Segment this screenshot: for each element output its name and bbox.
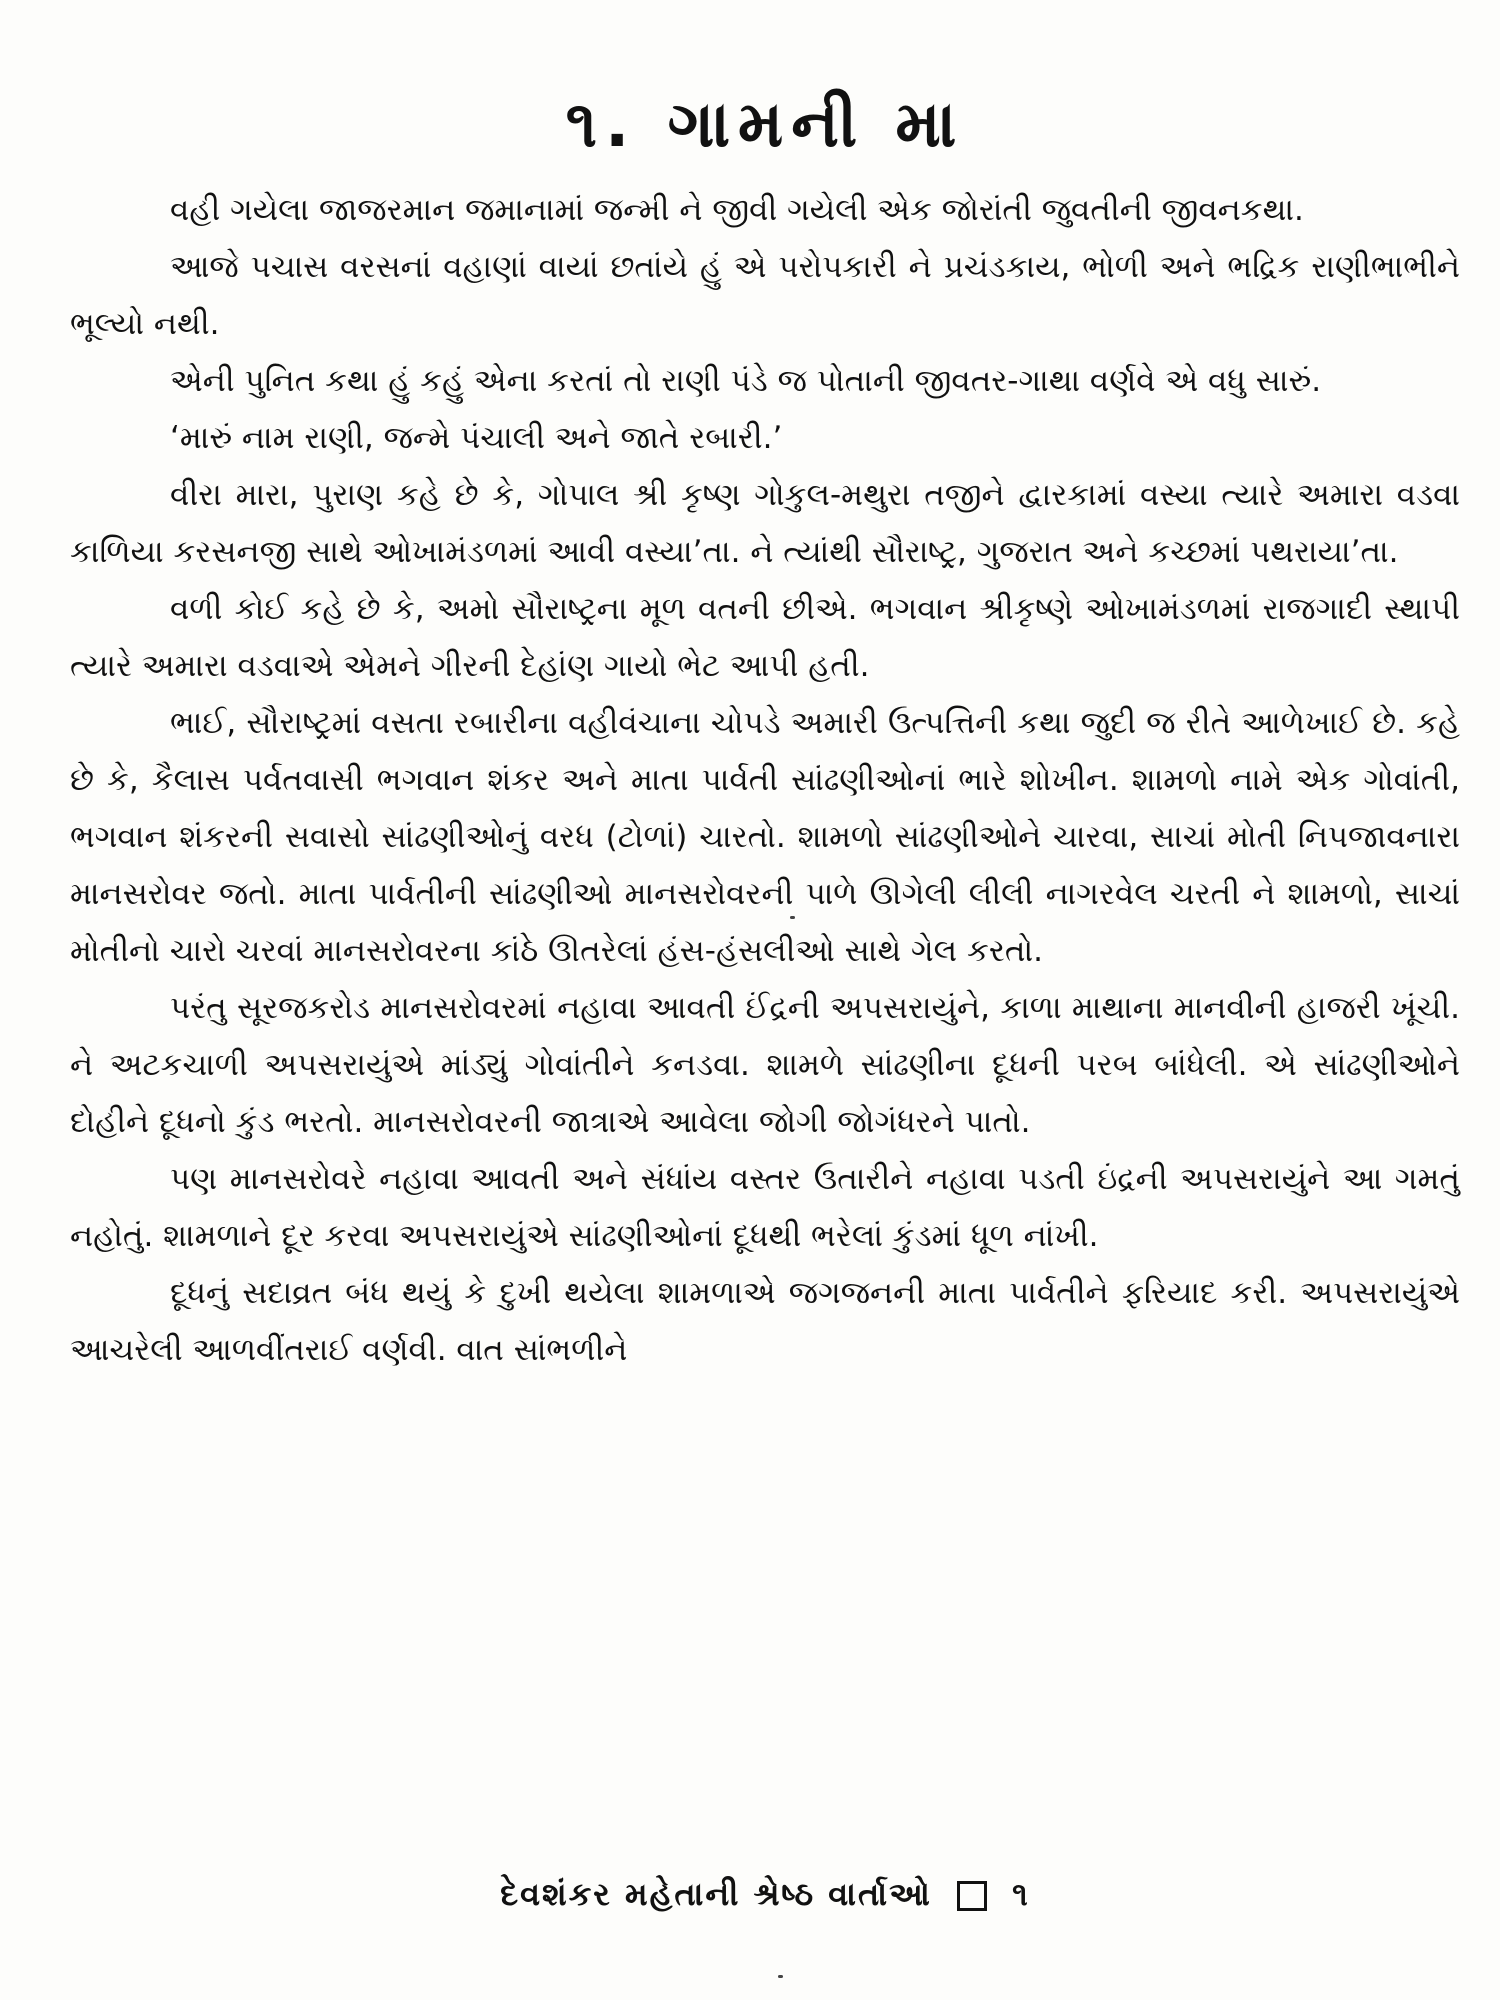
- paragraph-10: દૂધનું સદાવ્રત બંધ થયું કે દુખી થયેલા શામળાએ જગજનની માતા પાર્વતીને ફરિયાદ કરી. અપસરાયુંએ આચરેલી આળવીંતરાઈ વર્ણવી. વાત સાંભળીને: [70, 1275, 1460, 1369]
- square-separator-icon: [957, 1881, 987, 1911]
- chapter-body: [70, 182, 1460, 1379]
- paragraph-1: વહી ગયેલા જાજરમાન જમાનામાં જન્મી ને જીવી ગયેલી એક જોરાંતી જુવતીની જીવનકથા.: [170, 192, 1304, 229]
- paragraph-5: વીરા મારા, પુરાણ કહે છે કે, ગોપાલ શ્રી કૃષ્ણ ગોકુલ-મથુરા તજીને દ્વારકામાં વસ્યા ત્યારે અમારા વડવા કાળિયા કરસનજી સાથે ઓખામંડળમાં આવી વસ્યા’તા. ને ત્યાંથી સૌરાષ્ટ્ર, ગુજરાત અને કચ્છમાં પથરાયા’તા.: [70, 477, 1460, 571]
- chapter-title: ૧. ગામની મા: [565, 88, 965, 162]
- paragraph-8: પરંતુ સૂરજકરોડ માનસરોવરમાં નહાવા આવતી ઈંદ્રની અપસરાયુંને, કાળા માથાના માનવીની હાજરી ખૂંચી. ને અટકચાળી અપસરાયુંએ માંડ્યું ગોવાંતીને કનડવા. શામળે સાંઢણીના દૂધની પરબ બાંધેલી. એ સાંઢણીઓને દોહીને દૂધનો કુંડ ભરતો. માનસરોવરની જાત્રાએ આવેલા જોગી જોગંધરને પાતો.: [70, 990, 1460, 1141]
- print-speck: [790, 916, 795, 919]
- paragraph-9: પણ માનસરોવરે નહાવા આવતી અને સંધાંય વસ્તર ઉતારીને નહાવા પડતી ઇંદ્રની અપસરાયુંને આ ગમતું નહોતું. શામળાને દૂર કરવા અપસરાયુંએ સાંઢણીઓનાં દૂધથી ભરેલાં કુંડમાં ધૂળ નાંખી.: [70, 1161, 1460, 1255]
- book-page: [70, 90, 1460, 1970]
- paragraph-3: એની પુનિત કથા હું કહું એના કરતાં તો રાણી પંડે જ પોતાની જીવતર-ગાથા વર્ણવે એ વધુ સારું.: [170, 363, 1322, 400]
- paragraph-4: ‘મારું નામ રાણી, જન્મે પંચાલી અને જાતે રબારી.’: [170, 420, 783, 457]
- paragraph-6: વળી કોઈ કહે છે કે, અમો સૌરાષ્ટ્રના મૂળ વતની છીએ. ભગવાન શ્રીકૃષ્ણે ઓખામંડળમાં રાજગાદી સ્થાપી ત્યારે અમારા વડવાએ એમને ગીરની દેહાંણ ગાયો ભેટ આપી હતી.: [70, 591, 1460, 685]
- paragraph-2: આજે પચાસ વરસનાં વહાણાં વાયાં છતાંયે હું એ પરોપકારી ને પ્રચંડકાય, ભોળી અને ભદ્રિક રાણીભાભીને ભૂલ્યો નથી.: [70, 249, 1460, 343]
- page-number: ૧: [1012, 1875, 1030, 1913]
- page-footer: [70, 1875, 1460, 1914]
- footer-book-title: દેવશંકર મહેતાની શ્રેષ્ઠ વાર્તાઓ: [500, 1875, 932, 1913]
- paragraph-7: ભાઈ, સૌરાષ્ટ્રમાં વસતા રબારીના વહીવંચાના ચોપડે અમારી ઉત્પત્તિની કથા જુદી જ રીતે આળેખાઈ છે. કહે છે કે, કૈલાસ પર્વતવાસી ભગવાન શંકર અને માતા પાર્વતી સાંઢણીઓનાં ભારે શોખીન. શામળો નામે એક ગોવાંતી, ભગવાન શંકરની સવાસો સાંઢણીઓનું વરધ (ટોળાં) ચારતો. શામળો સાંઢણીઓને ચારવા, સાચાં મોતી નિપજાવનારા માનસરોવર જતો. માતા પાર્વતીની સાંઢણીઓ માનસરોવરની પાળે ઊગેલી લીલી નાગરવેલ ચરતી ને શામળો, સાચાં મોતીનો ચારો ચરવાં માનસરોવરના કાંઠે ઊતરેલાં હંસ-હંસલીઓ સાથે ગેલ કરતો.: [70, 705, 1460, 970]
- print-speck: [778, 1975, 783, 1978]
